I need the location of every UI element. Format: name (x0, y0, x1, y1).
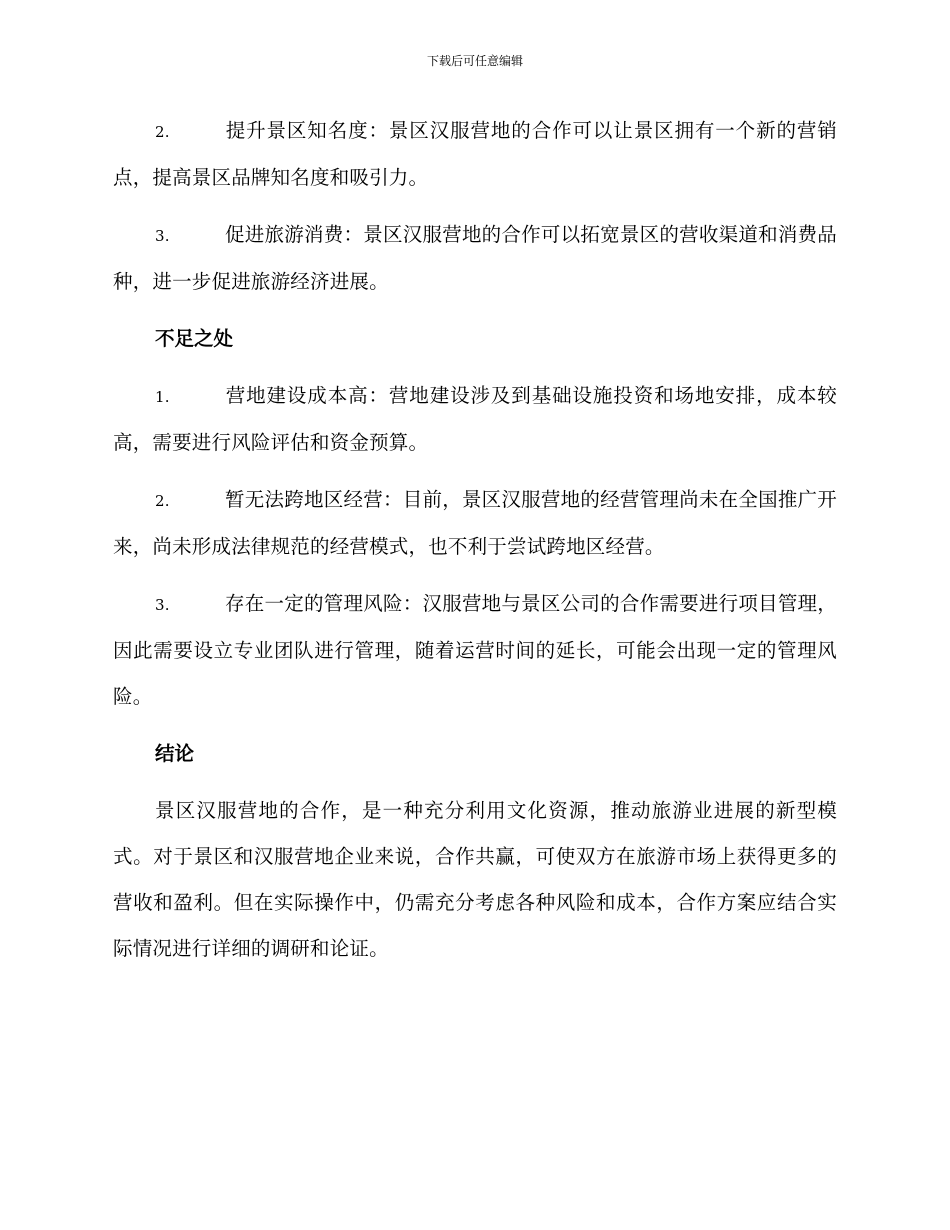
list-item (113, 477, 837, 570)
section-heading-shortcomings: 不足之处 (155, 327, 234, 350)
list-number: 3. (155, 227, 170, 245)
document-body (113, 108, 837, 972)
conclusion-paragraph: 景区汉服营地的合作，是一种充分利用文化资源，推动旅游业进展的新型模式。对于景区和汉服营地企业来说，合作共赢，可使双方在旅游市场上获得更多的营收和盈利。但在实际操作中，仍需充分考虑各种风险和成本，合作方案应结合实际情况进行详细的调研和论证。 (113, 799, 837, 960)
page-header: 下载后可任意编辑 (426, 54, 523, 68)
section-heading-conclusion: 结论 (155, 742, 195, 765)
list-number: 2. (155, 123, 170, 141)
list-text: 存在一定的管理风险：汉服营地与景区公司的合作需要进行项目管理，因此需要设立专业团队进行管理，随着运营时间的延长，可能会出现一定的管理风险。 (113, 592, 837, 708)
list-item (113, 212, 837, 305)
list-item (113, 108, 837, 201)
list-number: 1. (155, 388, 170, 406)
list-number: 3. (155, 596, 170, 614)
list-text: 促进旅游消费：景区汉服营地的合作可以拓宽景区的营收渠道和消费品种，进一步促进旅游经济进展。 (113, 223, 837, 293)
list-text: 提升景区知名度：景区汉服营地的合作可以让景区拥有一个新的营销点，提高景区品牌知名度和吸引力。 (113, 119, 837, 189)
list-text: 暂无法跨地区经营：目前，景区汉服营地的经营管理尚未在全国推广开来，尚未形成法律规范的经营模式，也不利于尝试跨地区经营。 (113, 488, 837, 558)
list-item (113, 581, 837, 720)
list-item (113, 373, 837, 466)
list-text: 营地建设成本高：营地建设涉及到基础设施投资和场地安排，成本较高，需要进行风险评估和资金预算。 (113, 384, 837, 454)
list-number: 2. (155, 492, 170, 510)
